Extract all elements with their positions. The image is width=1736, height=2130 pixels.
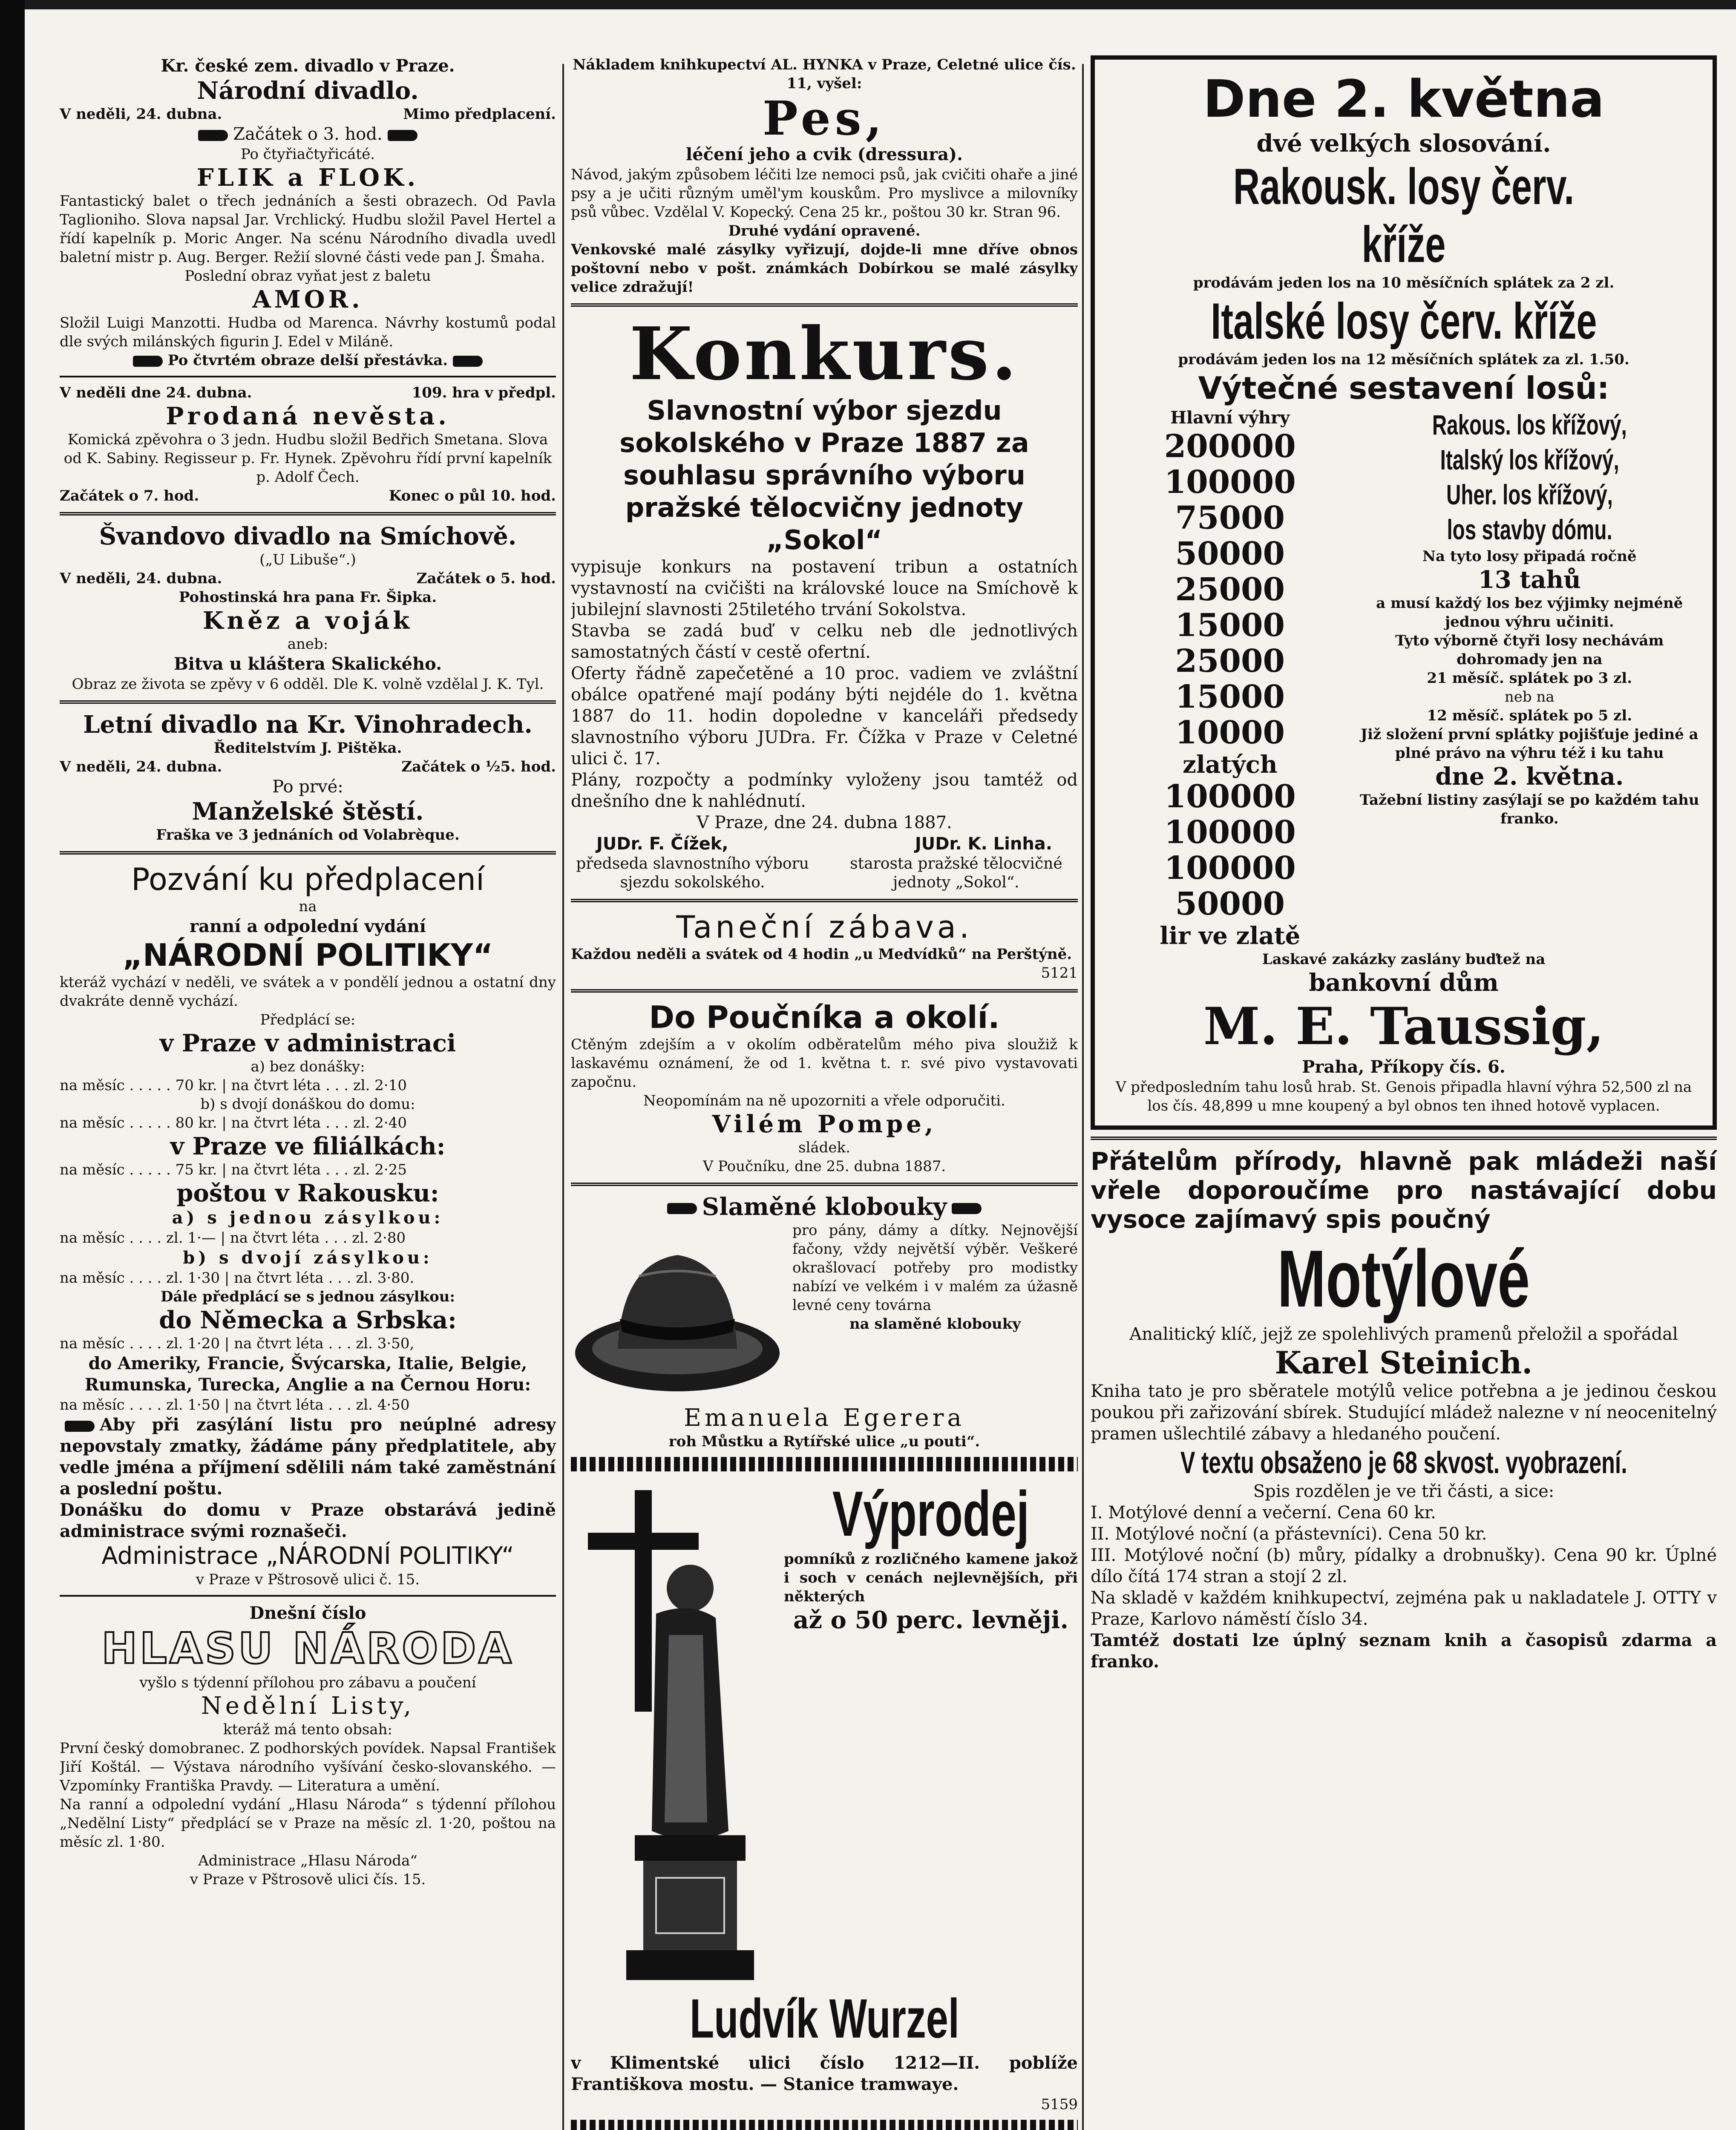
pointing-hand-icon (388, 130, 417, 141)
section-heading: poštou v Rakousku: (176, 1179, 439, 1207)
paragraph: Oferty řádně zapečetěné a 10 proc. vadiem ve zvláštní obálce opatřené mají podány býti nejdéle do 1. května 1887 do 11. hodin dopoledne v kanceláři předsedy slavnostního výboru JUDra. Fr. Čížka v Praze v Celetné ulici č. 17. (571, 664, 1078, 769)
subtitle: vyšlo s týdenní přílohou pro zábavu a poučení (139, 1674, 476, 1691)
prize: 15000 (1175, 679, 1285, 715)
top-edge (0, 0, 1736, 9)
losy-ad (1091, 55, 1717, 1130)
start-time: Začátek o 3. hod. (233, 124, 383, 144)
prize: 100000 (1164, 814, 1296, 851)
lottery-type: Uher. los křížový, (1446, 479, 1613, 510)
ad-title: Taneční zábava. (676, 909, 973, 945)
offer: Na ranní a odpolední vydání „Hlasu Národa“ s týdenní přílohou „Nedělní Listy“ předplácí se v Praze na měsíc zl. 1·20, poštou na měsíc zl. 1·80. (60, 1796, 556, 1851)
konkurs-lead: Slavnostní výbor sjezdu sokolského v Praze 1887 za souhlasu správního výboru pražské tělocvičny jednoty „Sokol“ (619, 395, 1029, 556)
description: pomníků z rozličného kamene jakož i soch v cenách nejlevnějších, při některých (784, 1551, 1078, 1605)
ad-number: 5121 (1041, 964, 1078, 982)
vyprodej-ad (571, 1477, 1078, 2114)
note: a musí každý los bez výjimky nejméně jednou výhru učiniti. (1376, 595, 1683, 630)
mail-note: Venkovské malé zásylky vyřizují, dojde-li mne dříve obnos poštovní nebo v pošt. známkách Dobírkou se malé zásylky velice zdražují! (571, 241, 1078, 296)
installments: prodávám jeden los na 10 měsíčních splátek za 2 zl. (1193, 274, 1615, 291)
bank-label: bankovní dům (1309, 969, 1499, 997)
price-row: na měsíc . . . . . 70 kr. | na čtvrt léta . . . zl. 2·10 (60, 1077, 407, 1094)
prize: 25000 (1175, 643, 1285, 679)
firm-name: M. E. Taussig, (1203, 996, 1604, 1056)
section-heading: v Praze ve filiálkách: (170, 1132, 446, 1160)
date: V neděli dne 24. dubna. (60, 384, 252, 401)
play-description: Složil Luigi Manzotti. Hudba od Marenca. Návrhy kostumů podal dle svých milánských figurin J. Edel v Miláně. (60, 314, 556, 350)
prize: 75000 (1175, 500, 1285, 536)
section-heading: v Praze v administraci (159, 1029, 456, 1057)
draws: 13 tahů (1478, 566, 1581, 594)
installment: 12 měsíč. splátek po 5 zl. (1427, 707, 1632, 724)
sub-heading: b) s dvojí zásylkou: (183, 1248, 433, 1268)
svandovo-divadlo-ad (60, 522, 556, 694)
date: V neděli, 24. dubna. (60, 106, 222, 123)
address: v Praze v Pštrosově ulici čís. 15. (190, 1871, 426, 1888)
lottery-type: Rakous. los křížový, (1432, 409, 1627, 440)
ad-number: 5159 (1041, 2096, 1078, 2113)
signature: JUDr. K. Linha. (915, 834, 1052, 854)
motylove-ad (1091, 1147, 1717, 1672)
narodni-divadlo-ad (60, 55, 556, 505)
role: starosta pražské tělocvičné jednoty „Sokol“. (850, 855, 1062, 891)
poucnik-ad (571, 999, 1078, 1176)
note: neb na (1504, 688, 1555, 705)
address: v Praze v Pštrosově ulici č. 15. (196, 1571, 420, 1588)
role: předseda slavnostního výboru sjezdu sokolského. (576, 855, 809, 891)
publisher: Nákladem knihkupectví AL. HYNKA v Praze, Celetné ulice čís. 11, vyšel: (573, 56, 1076, 92)
note: Již složení první splátky pojišťuje jediné a plné právo na výhru též i ku tahu (1360, 726, 1699, 762)
intro: Přátelům přírody, hlavně pak mládeži naší vřele doporoučíme pro nastávající dobu vysoce zajímavý spis poučný (1091, 1147, 1717, 1234)
sub-heading: b) s dvojí donáškou do domu: (200, 1096, 415, 1113)
konkurs-ad (571, 311, 1078, 892)
paragraph: Na skladě v každém knihkupectví, zejména pak u nakladatele J. OTTY v Praze, Karlovo náměstí číslo 34. (1091, 1588, 1717, 1629)
price-row: na měsíc . . . . zl. 1·— | na čtvrt léta . . . zl. 2·80 (60, 1229, 406, 1246)
section-heading: do Německa a Srbska: (159, 1306, 457, 1334)
play-subtitle: Bitva u kláštera Skalického. (173, 654, 442, 674)
theatre-title: Letní divadlo na Kr. Vinohradech. (83, 711, 533, 739)
lottery-details (1356, 407, 1703, 950)
contents: První český domobranec. Z podhorských povídek. Napsal František Jiří Koštál. — Výstava národního vyšívání česko-slovanského. — Vzpomínky Františka Pravdy. — Literatura a umění. (60, 1740, 556, 1794)
prize: zlatých (1182, 751, 1278, 779)
prize: Hlavní výhry (1170, 408, 1290, 428)
edition: Druhé vydání opravené. (728, 222, 921, 239)
note: Dále předplácí se s jednou zásylkou: (160, 1288, 455, 1305)
subscription-title: Pozvání ku předplacení (131, 861, 485, 897)
column-rule-1 (562, 64, 564, 2130)
note: Poslední obraz vyňat jest z baletu (184, 268, 431, 285)
pointing-hand-icon (667, 1203, 697, 1214)
administration: Administrace „NÁRODNÍ POLITIKY“ (101, 1542, 514, 1570)
subtitle: dvé velkých slosování. (1256, 130, 1551, 158)
sub-heading: a) bez donášky: (250, 1058, 365, 1075)
column-rule-2 (1082, 64, 1084, 2130)
binding-edge (0, 0, 25, 2130)
supplement-title: Nedělní Listy, (201, 1692, 415, 1720)
address: Praha, Příkopy čís. 6. (1302, 1057, 1506, 1077)
pointing-hand-icon (952, 1203, 982, 1214)
subscription-number: 109. hra v předpl. (412, 384, 556, 401)
section-heading: do Ameriky, Francie, Švýcarska, Italie, Belgie, Rumunska, Turecka, Anglie a na Černou Horu: (84, 1353, 531, 1395)
intermission: Po čtvrtém obraze delší přestávka. (167, 352, 448, 369)
first-time: Po prvé: (272, 777, 343, 797)
price-row: na měsíc . . . . . 80 kr. | na čtvrt léta . . . zl. 2·40 (60, 1114, 407, 1131)
note: Laskavé zakázky zaslány buďtež na (1262, 951, 1546, 968)
book-title: Pes, (763, 91, 886, 146)
performance-count: Po čtyřiačtyřicáté. (240, 146, 375, 163)
theatre-header: Kr. české zem. divadlo v Praze. (161, 56, 455, 76)
end-time: Konec o půl 10. hod. (389, 487, 556, 504)
description: Každou neděli a svátek od 4 hodin „u Medvídků“ na Perštýně. (571, 946, 1072, 963)
prize: 50000 (1175, 535, 1285, 572)
prize-list (1104, 407, 1356, 950)
book-subtitle: léčení jeho a cvik (dressura). (686, 144, 963, 164)
note: Tyto výborně čtyři losy nechávám dohromady jen na (1395, 632, 1664, 668)
subtitle: ranní a odpolední vydání (190, 916, 426, 936)
prize: 200000 (1164, 428, 1296, 465)
ad-title: Do Poučníka a okolí. (649, 999, 1000, 1035)
sub-heading: a) s jednou zásylkou: (172, 1208, 444, 1228)
lottery-heading: Rakousk. losy červ. kříže (1233, 158, 1575, 273)
lottery-heading: Výtečné sestavení losů: (1198, 370, 1609, 406)
paragraph: Plány, rozpočty a podmínky vyloženy jsou tamtéž od dnešního dne k nahlédnutí. (571, 770, 1078, 811)
signature: Vilém Pompe, (712, 1110, 937, 1138)
newspaper-name: HLASU NÁRODA (101, 1623, 514, 1673)
item: I. Motýlové denní a večerní. Cena 60 kr. (1091, 1503, 1437, 1523)
straw-hat-icon (571, 1225, 784, 1404)
subtitle: Analitický klíč, jejž ze spolehlivých pramenů přeložil a spořádal (1129, 1324, 1678, 1344)
play-description: Fraška ve 3 jednáních od Volabrèque. (156, 826, 460, 843)
hlas-naroda-ad (60, 1603, 556, 1889)
start-time: Začátek o 5. hod. (416, 570, 556, 587)
tanecni-zabava-ad (571, 909, 1078, 982)
description: pro pány, dámy a dítky. Nejnovější fačony, vždy největší výběr. Veškeré okrašlovací potřeby pro modistky nabízí ve velkém i v malém za úžasně levné ceny továrna (792, 1222, 1078, 1314)
paragraph: vypisuje konkurs na postavení tribun a ostatních vystavností na cvičišti na královské louce na Smíchově k jubilejní slavnosti 25tiletého trvání Sokolstva. (571, 557, 1078, 619)
item: III. Motýlové noční (b) můry, pídalky a drobnušky). Cena 90 kr. Úplné dílo čítá 174 stran a stojí 2 zl. (1091, 1546, 1717, 1586)
vendor-name: Ludvík Wurzel (689, 1987, 959, 2049)
paragraph: Spis rozdělen je ve tři části, a sice: (1253, 1482, 1555, 1501)
play-title: AMOR. (252, 285, 363, 314)
letni-divadlo-ad (60, 711, 556, 844)
factory: na slaměné klobouky (849, 1315, 1021, 1333)
statue-cross-icon (571, 1482, 775, 1984)
start-time: Začátek o 7. hod. (60, 487, 199, 504)
price-row: na měsíc . . . . . 75 kr. | na čtvrt léta . . . zl. 2·25 (60, 1161, 407, 1178)
description: Ctěným zdejším a v okolím odběratelům mého piva sloužiž k laskavému oznámení, že od 1. května t. r. své pivo vystavovati započnu. (571, 1036, 1078, 1091)
play-title: Manželské štěstí. (192, 797, 424, 826)
pointing-hand-icon (65, 1421, 95, 1432)
prize: lir ve zlatě (1160, 922, 1301, 950)
prize: 25000 (1175, 571, 1285, 608)
play-title: Kněz a voják (202, 607, 413, 635)
play-title: FLIK a FLOK. (196, 164, 419, 192)
label: Předplácí se: (260, 1011, 356, 1028)
price-row: na měsíc . . . . zl. 1·20 | na čtvrt léta . . . zl. 3·50, (60, 1335, 415, 1352)
prize: 10000 (1175, 714, 1285, 751)
note: Na tyto losy připadá ročně (1422, 548, 1637, 565)
notice: Aby při zasýlání listu pro neúplné adresy nepovstaly zmatky, žádáme pány předplatitele, aby vedle jména a příjmení sdělili nám také zaměstnání a poslední poštu. (60, 1415, 556, 1499)
konkurs-title: Konkurs. (629, 311, 1019, 397)
book-title: Motýlové (1277, 1234, 1530, 1324)
ad-title: Výprodej (832, 1478, 1030, 1549)
ornamental-border (571, 1457, 1078, 1471)
paragraph: Kniha tato je pro sběratele motýlů velice potřebna a je jedinou českou poukou při zařizování sbírek. Studující mládež nalezne v ní neocenitelný pramen ušlechtilé zábavy a hledaného poučení. (1091, 1382, 1717, 1444)
prize: 100000 (1164, 464, 1296, 501)
price-row: na měsíc . . . . zl. 1·50 | na čtvrt léta . . . zl. 4·50 (60, 1396, 410, 1413)
description: kteráž vychází v neděli, ve svátek a v pondělí jednou a ostatní dny dvakráte denně vychází. (60, 974, 556, 1010)
aneb: aneb: (287, 636, 328, 653)
administration: Administrace „Hlasu Národa“ (198, 1852, 417, 1869)
lottery-type: los stavby dómu. (1447, 514, 1612, 545)
address: roh Můstku a Rytířské ulice „u pouti“. (668, 1433, 980, 1450)
mimo: Mimo předplacení. (403, 106, 556, 123)
date: V neděli, 24. dubna. (60, 570, 222, 587)
date: V neděli, 24. dubna. (60, 758, 222, 775)
date: V Poučníku, dne 25. dubna 1887. (702, 1158, 946, 1175)
start-time: Začátek o ½5. hod. (401, 758, 556, 775)
pointing-hand-icon (133, 356, 163, 367)
installments: prodávám jeden los na 12 měsíčních splátek za zl. 1.50. (1178, 351, 1629, 368)
book-description: Návod, jakým způsobem léčiti lze nemoci psů, jak cvičiti ohaře a jiné psy a je učiti různým uměl'ym kouskům. Pro myslivce a milovníky psů vůbec. Vzdělal V. Kopecký. Cena 25 kr., poštou 30 kr. Stran 96. (571, 166, 1078, 221)
ornamental-border (571, 2120, 1078, 2130)
role: sládek. (798, 1139, 850, 1156)
paragraph: Stavba se zadá buď v celku neb dle jednotlivých samostatných částí v cestě ofertní. (571, 621, 1078, 662)
theatre-title: Národní divadlo. (197, 77, 419, 105)
owner-name: Emanuela Egerera (684, 1404, 965, 1432)
play-description: Komická zpěvohra o 3 jedn. Hudbu složil Bedřich Smetana. Slova od K. Sabiny. Regisseur p. Fr. Hynek. Zpěvohru řídí první kapelník p. Adolf Čech. (63, 431, 552, 486)
draw-date: dne 2. května. (1435, 763, 1624, 791)
address: v Klimentské ulici číslo 1212—II. poblíže Františkova mostu. — Stanice tramwaye. (571, 2053, 1078, 2094)
newspaper-name: „NÁRODNÍ POLITIKY“ (122, 937, 493, 973)
na: na (299, 898, 317, 915)
signature: JUDr. F. Čížek, (596, 834, 728, 854)
note: Tažební listiny zasýlají se po každém tahu franko. (1359, 792, 1699, 827)
heading: V textu obsaženo je 68 skvost. vyobrazení. (1180, 1446, 1627, 1480)
subtitle: („U Libuše“.) (259, 551, 356, 568)
lottery-heading: Italské losy červ. kříže (1210, 293, 1597, 350)
theatre-title: Švandovo divadlo na Smíchově. (99, 522, 517, 550)
note: V předposledním tahu losů hrab. St. Genois připadla hlavní výhra 52,500 zl na los čís. 48,899 u mne koupený a byl obnos ten ihned hotově vyplacen. (1115, 1079, 1692, 1114)
date: V Praze, dne 24. dubna 1887. (697, 813, 952, 832)
column-1 (60, 55, 556, 2130)
price-row: na měsíc . . . . zl. 1·30 | na čtvrt léta . . . zl. 3·80. (60, 1269, 415, 1287)
author: Karel Steinich. (1275, 1344, 1533, 1381)
ad-title: Slaměné klobouky (702, 1193, 947, 1221)
pointing-hand-icon (198, 130, 228, 141)
pes-book-ad (571, 55, 1078, 296)
play-title: Prodaná nevěsta. (166, 402, 450, 430)
prize: 100000 (1164, 850, 1296, 887)
prize: 50000 (1175, 886, 1285, 922)
guest: Pohostinská hra pana Fr. Šipka. (178, 589, 437, 606)
draw-date: Dne 2. května (1203, 70, 1605, 129)
lottery-type: Italský los křížový, (1440, 444, 1619, 475)
play-description: Fantastický balet o třech jednáních a šesti obrazech. Od Pavla Taglioniho. Slova napsal Jar. Vrchlický. Hudbu složil Pavel Hertel a řídí kapelník p. Moric Anger. Na scénu Národního divadla uvedl baletní mistr p. Aug. Berger. Režií slovné části vede pan J. Šmaha. (60, 193, 556, 266)
paragraph: Tamtéž dostati lze úplný seznam knih a časopisů zdarma a franko. (1091, 1630, 1717, 1672)
installment: 21 měsíč. splátek po 3 zl. (1427, 670, 1632, 687)
play-description: Obraz ze života se zpěvy v 6 odděl. Dle K. volně vzdělal J. K. Tyl. (72, 676, 544, 693)
discount: až o 50 perc. levněji. (793, 1606, 1069, 1634)
prize: 15000 (1175, 607, 1285, 644)
column-3 (1091, 55, 1717, 2130)
label: Dnešní číslo (249, 1603, 366, 1623)
column-2 (571, 55, 1078, 2130)
label: kteráž má tento obsah: (223, 1721, 392, 1738)
narodni-politika-subscription (60, 861, 556, 1589)
item: II. Motýlové noční (a přástevníci). Cena 50 kr. (1091, 1524, 1487, 1544)
delivery-note: Donášku do domu v Praze obstarává jedině administrace svými roznašeči. (60, 1500, 556, 1541)
prize: 100000 (1164, 778, 1296, 815)
pointing-hand-icon (453, 356, 483, 367)
description: Neopomínám na ně upozorniti a vřele odporučiti. (643, 1092, 1005, 1109)
klobouky-ad (571, 1193, 1078, 1451)
directorate: Ředitelstvím J. Pištěka. (213, 740, 402, 757)
